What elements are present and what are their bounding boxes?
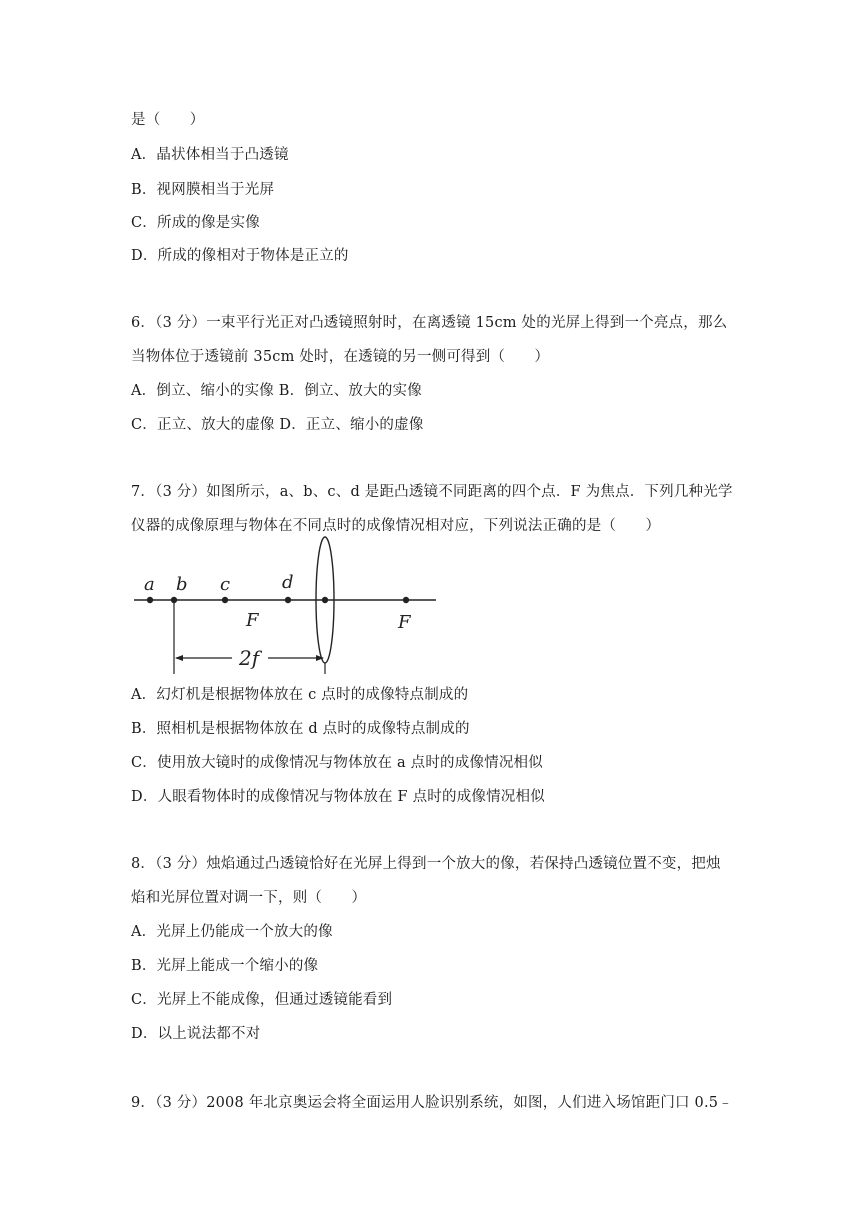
point-c [222, 597, 228, 603]
q8-option-c: C．光屏上不能成像，但通过透镜能看到 [131, 992, 393, 1008]
q6-options-row2: C．正立、放大的虚像 D．正立、缩小的虚像 [131, 417, 424, 433]
q9-stem-line1: 9．（3 分）2008 年北京奥运会将全面运用人脸识别系统，如图，人们进入场馆距门口 0.5﹣ [131, 1095, 733, 1111]
label-focus-right: F [398, 612, 411, 633]
point-d [285, 597, 291, 603]
q5-option-b: B．视网膜相当于光屏 [131, 182, 275, 198]
dimension-arrow-left [175, 655, 183, 661]
label-focus-left: F [246, 610, 259, 631]
q5-option-a: A．晶状体相当于凸透镜 [131, 147, 289, 163]
q8-option-a: A．光屏上仍能成一个放大的像 [131, 924, 333, 940]
point-a [147, 597, 153, 603]
label-d: d [282, 572, 294, 593]
q8-option-b: B．光屏上能成一个缩小的像 [131, 958, 319, 974]
q7-stem-line2: 仪器的成像原理与物体在不同点时的成像情况相对应，下列说法正确的是（ ） [131, 518, 661, 534]
q6-options-row1: A．倒立、缩小的实像 B．倒立、放大的实像 [131, 383, 422, 399]
q5-stem-tail: 是（ ） [131, 112, 205, 128]
q8-option-d: D．以上说法都不对 [131, 1026, 261, 1042]
lens-center [322, 597, 328, 603]
convex-lens-diagram [128, 528, 448, 678]
lens-diagram-svg [128, 528, 448, 678]
label-c: c [220, 574, 231, 595]
q8-stem-line1: 8．（3 分）烛焰通过凸透镜恰好在光屏上得到一个放大的像，若保持凸透镜位置不变，把烛 [131, 856, 721, 872]
q8-stem-line2: 焰和光屏位置对调一下，则（ ） [131, 890, 367, 906]
label-b: b [176, 574, 188, 595]
q7-option-a: A．幻灯机是根据物体放在 c 点时的成像特点制成的 [131, 687, 469, 703]
q6-stem-line1: 6．（3 分）一束平行光正对凸透镜照射时，在离透镜 15cm 处的光屏上得到一个亮点，那么 [131, 315, 728, 331]
q6-stem-line2: 当物体位于透镜前 35cm 处时，在透镜的另一侧可得到（ ） [131, 349, 550, 365]
q5-option-c: C．所成的像是实像 [131, 215, 260, 231]
label-2f: 2f [239, 646, 260, 670]
point-focus-right [403, 597, 409, 603]
q7-option-c: C．使用放大镜时的成像情况与物体放在 a 点时的成像情况相似 [131, 755, 543, 771]
q5-option-d: D．所成的像相对于物体是正立的 [131, 248, 349, 264]
q7-stem-line1: 7．（3 分）如图所示，a、b、c、d 是距凸透镜不同距离的四个点．F 为焦点．下列几种光学 [131, 484, 733, 500]
q7-option-d: D．人眼看物体时的成像情况与物体放在 F 点时的成像情况相似 [131, 789, 545, 805]
q7-option-b: B．照相机是根据物体放在 d 点时的成像特点制成的 [131, 721, 470, 737]
label-a: a [144, 574, 155, 595]
